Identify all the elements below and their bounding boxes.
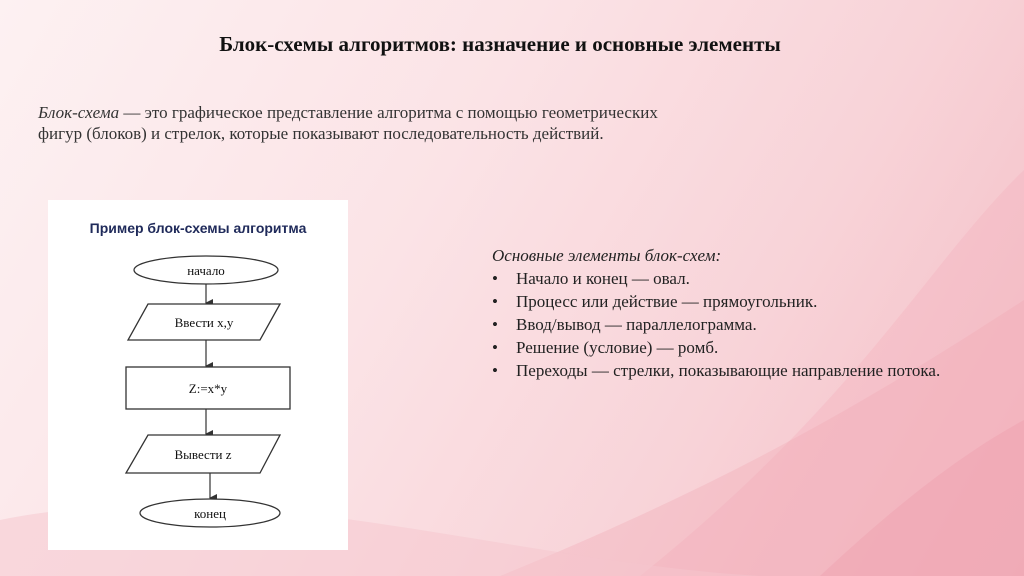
intro-term: Блок-схема — [38, 103, 120, 122]
input-parallelogram — [128, 304, 280, 340]
output-label: Вывести z — [174, 447, 232, 462]
list-item: • Переходы — стрелки, показывающие направление потока. — [492, 359, 1024, 382]
output-parallelogram — [126, 435, 280, 473]
flowchart-diagram — [48, 200, 348, 550]
end-oval — [140, 499, 280, 527]
list-item: • Решение (условие) — ромб. — [492, 336, 1024, 359]
start-label: начало — [187, 263, 225, 278]
list-item: • Процесс или действие — прямоугольник. — [492, 290, 1024, 313]
slide-title: Блок-схемы алгоритмов: назначение и основные элементы — [219, 32, 781, 56]
intro-text: — это графическое представление алгоритма с помощью геометрических фигур (блоков) и стрелок, которые показывают последовательность действий. — [38, 103, 658, 143]
list-item: • Начало и конец — овал. — [492, 267, 1024, 290]
start-oval — [134, 256, 278, 284]
elements-list — [492, 244, 1024, 382]
intro-paragraph — [38, 102, 678, 144]
elements-heading: Основные элементы блок-схем: — [492, 246, 722, 265]
process-rectangle — [126, 367, 290, 409]
example-title: Пример блок-схемы алгоритма — [89, 220, 307, 236]
end-label: конец — [194, 506, 226, 521]
flowchart-example — [48, 200, 348, 550]
list-item: • Ввод/вывод — параллелограмма. — [492, 313, 1024, 336]
process-label: Z:=x*y — [188, 381, 228, 396]
input-label: Ввести x,y — [174, 315, 234, 330]
